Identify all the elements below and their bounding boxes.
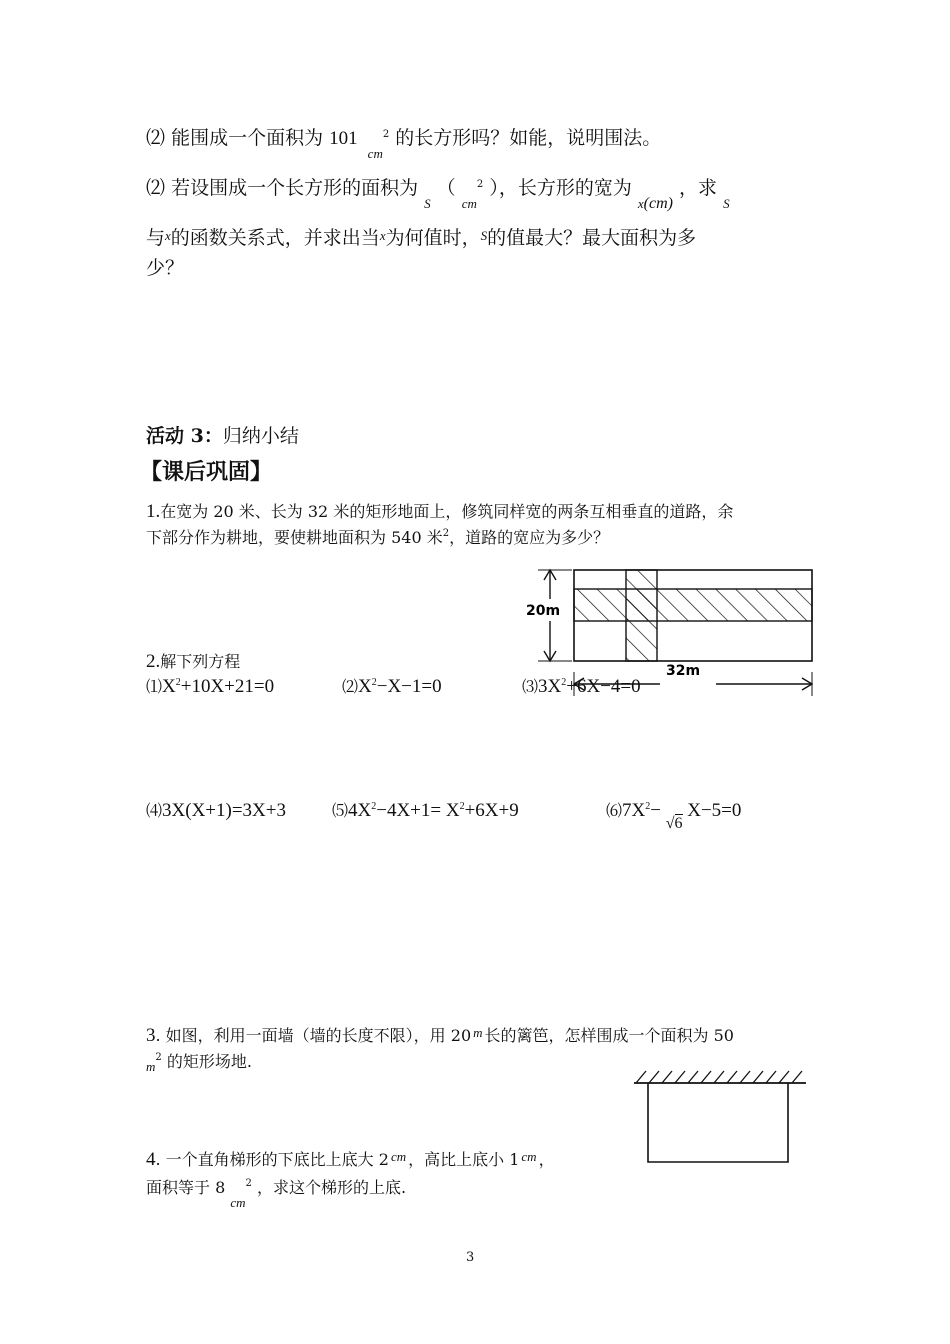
question-line-4: 少？ (146, 257, 185, 279)
problem-2-title: 2.解下列方程 (146, 651, 241, 672)
activity-3-heading: 活动 3：归纳小结 (146, 425, 299, 447)
equation-3: $⑶3X^2+6X-4=0$ (522, 676, 641, 697)
wall-hatching (636, 1071, 802, 1083)
equation-5: $⑸4X^2-4X+1= X^2+6X+9$ (332, 800, 519, 821)
question-line-3: 与$^x$的函数关系式，并求出当$^x$为何值时，$^S$的值最大？最大面积为多 (146, 227, 697, 249)
question-line-2: ⑵ 若设围成一个长方形的面积为 $_S$ （ $_{cm}^2$ ），长方形的宽为 $_{x(cm)}$ ，求 $_S$ (146, 177, 730, 212)
fence-outline (648, 1083, 788, 1162)
page-number: 3 (466, 1250, 475, 1265)
consolidation-heading: 【课后巩固】 (140, 459, 273, 485)
question-marker: ⑵ (146, 127, 166, 149)
horizontal-road (574, 589, 812, 621)
problem-1-line-1: 1.在宽为 20 米、长为 32 米的矩形地面上，修筑同样宽的两条互相垂直的道路，余 (146, 501, 734, 522)
problem-3-line-2: $_m^2$ 的矩形场地. (146, 1052, 252, 1074)
equation-4: ⑷3X(X+1)=3X+3 (146, 800, 286, 821)
sqrt-symbol: √6 (665, 815, 683, 832)
equation-2: $⑵X^2-X-1=0$ (342, 676, 442, 697)
length-label: 32m (666, 663, 701, 679)
wall-fence-diagram (630, 1065, 810, 1165)
equation-1: $⑴X^2+10X+21=0$ (146, 676, 275, 697)
problem-4-line-2: 面积等于 8 $_{cm}^2$ ，求这个梯形的上底. (146, 1178, 407, 1210)
problem-1-line-2: 下部分作为耕地，要使耕地面积为 540 米$^2$，道路的宽应为多少？ (146, 528, 610, 547)
question-line-1: ⑵ 能围成一个面积为 101 $_{cm}^2$ 的长方形吗？如能，说明围法。 (146, 127, 662, 161)
width-label: 20m (526, 603, 561, 619)
problem-3-line-1: 3. 如图，利用一面墙（墙的长度不限），用 20 $^m$ 长的篱笆，怎样围成一个面积为 50 (146, 1025, 734, 1046)
question-marker: ⑵ (146, 177, 166, 199)
problem-4-line-1: 4. 一个直角梯形的下底比上底大 2 $^{cm}$ ，高比上底小 1 $^{cm}$ ， (146, 1149, 555, 1170)
equation-6: $⑹7X^2- _{√6}$ X−5=0 (606, 800, 742, 832)
